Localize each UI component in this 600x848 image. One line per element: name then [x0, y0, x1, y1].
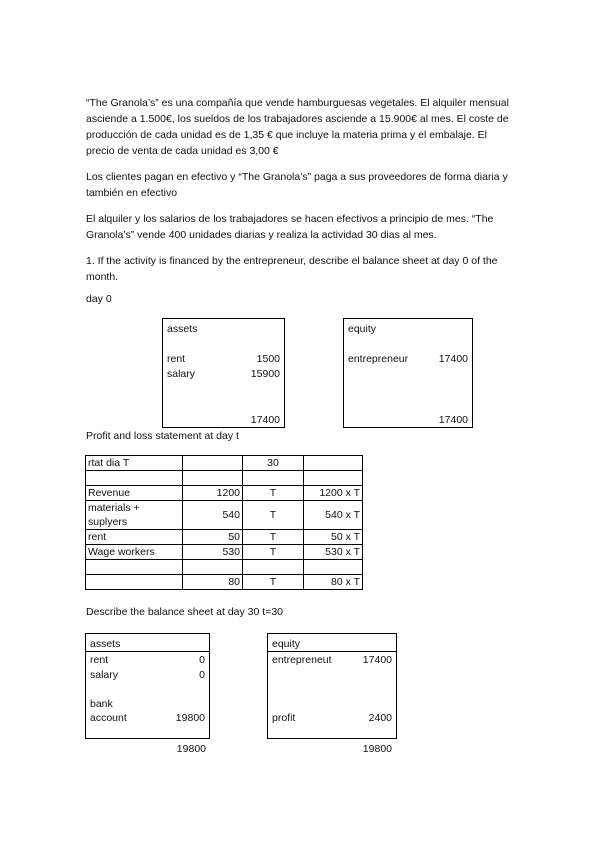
pl-cell: T: [243, 545, 304, 560]
pl-table: [85, 455, 363, 590]
row-label: entrepreneur: [348, 353, 409, 365]
day30-equity-total: 19800: [362, 743, 392, 755]
pl-blank-row: [86, 471, 363, 486]
pl-row-wages: [86, 545, 363, 560]
row-label: entrepreneut: [272, 654, 332, 666]
pl-cell: 540 x T: [304, 501, 363, 530]
day30-assets-total: 19800: [176, 743, 206, 755]
pl-row-materials: [86, 501, 363, 530]
pl-cell: rtat dia T: [86, 456, 183, 471]
pl-cell: 1200: [183, 486, 243, 501]
day30-assets-row-rent: [90, 653, 205, 667]
day30-equity-title: equity: [272, 638, 301, 650]
day0-assets-total: 17400: [250, 414, 280, 426]
day0-heading: day 0: [86, 293, 112, 305]
pl-cell: 50: [183, 530, 243, 545]
pl-cell: Revenue: [86, 486, 183, 501]
pl-blank-row: [86, 560, 363, 575]
day0-assets-title: assets: [167, 323, 198, 335]
row-value: 17400: [362, 654, 392, 666]
day30-equity-box: [267, 633, 397, 739]
day30-heading: Describe the balance sheet at day 30 t=30: [86, 606, 284, 618]
pl-cell: [183, 456, 243, 471]
pl-row-rent: [86, 530, 363, 545]
day0-assets-row-salary: [167, 367, 280, 381]
row-label: profit: [272, 712, 296, 724]
day0-assets-box: [162, 318, 285, 428]
pl-cell: materials + suplyers: [86, 501, 183, 530]
row-value: 0: [199, 669, 205, 681]
day30-assets-row-bank: [90, 711, 205, 725]
row-label: account: [90, 712, 127, 724]
question-1: 1. If the activity is financed by the entrepreneur, describe el balance sheet at day 0 of the month.: [86, 255, 498, 283]
pl-cell: 30: [243, 456, 304, 471]
pl-row-total: [86, 575, 363, 590]
pl-cell: 1200 x T: [304, 486, 363, 501]
pl-cell: 540: [183, 501, 243, 530]
bank-label: bank: [90, 698, 113, 710]
row-value: 15900: [250, 368, 280, 380]
day0-assets-row-rent: [167, 352, 280, 366]
row-label: salary: [167, 368, 196, 380]
pl-cell: T: [243, 486, 304, 501]
pl-cell: T: [243, 530, 304, 545]
pl-cell: rent: [86, 530, 183, 545]
day0-equity-total: 17400: [438, 414, 468, 426]
day0-equity-row-entrepreneur: [348, 352, 468, 366]
intro-paragraph-2: Los clientes pagan en efectivo y “The Granola’s” paga a sus proveedores de forma diaria y también en efectivo: [86, 171, 508, 199]
day0-equity-title: equity: [348, 323, 377, 335]
day30-assets-title: assets: [90, 638, 121, 650]
pl-heading: Profit and loss statement at day t: [86, 430, 239, 442]
intro-paragraph-1: “The Granola’s” es una compañía que vende hamburguesas vegetales. El alquiler mensual asciende a 1.500€, los sueldos de los trabajadores asciende a 15.900€ al mes. El coste de producción de cada unidad es de 1,35 € que incluye la materia prima y el embalaje. El precio de venta de cada unidad es 3,00 €: [86, 97, 509, 157]
pl-cell: T: [243, 501, 304, 530]
day0-equity-box: [343, 318, 473, 428]
pl-cell: Wage workers: [86, 545, 183, 560]
pl-header-row: [86, 456, 363, 471]
row-value: 19800: [175, 712, 205, 724]
pl-cell: 530 x T: [304, 545, 363, 560]
pl-cell: [86, 575, 183, 590]
row-value: 17400: [438, 353, 468, 365]
intro-paragraph-3: El alquiler y los salarios de los trabajadores se hacen efectivos a principio de mes. “The Granola’s” vende 400 unidades diarias y realiza la actividad 30 dias al mes.: [86, 213, 494, 241]
row-value: 0: [199, 654, 205, 666]
row-label: salary: [90, 669, 119, 681]
pl-cell: [304, 456, 363, 471]
row-value: 1500: [256, 353, 280, 365]
day30-assets-row-salary: [90, 668, 205, 682]
pl-row-revenue: [86, 486, 363, 501]
day30-assets-box: [85, 633, 210, 739]
row-value: 2400: [368, 712, 392, 724]
pl-cell: 50 x T: [304, 530, 363, 545]
pl-cell: 80 x T: [304, 575, 363, 590]
day30-equity-row-profit: [272, 711, 392, 725]
pl-cell: 80: [183, 575, 243, 590]
pl-cell: T: [243, 575, 304, 590]
row-label: rent: [167, 353, 186, 365]
row-label: rent: [90, 654, 109, 666]
day30-equity-row-entrepreneur: [272, 653, 392, 667]
pl-cell: 530: [183, 545, 243, 560]
